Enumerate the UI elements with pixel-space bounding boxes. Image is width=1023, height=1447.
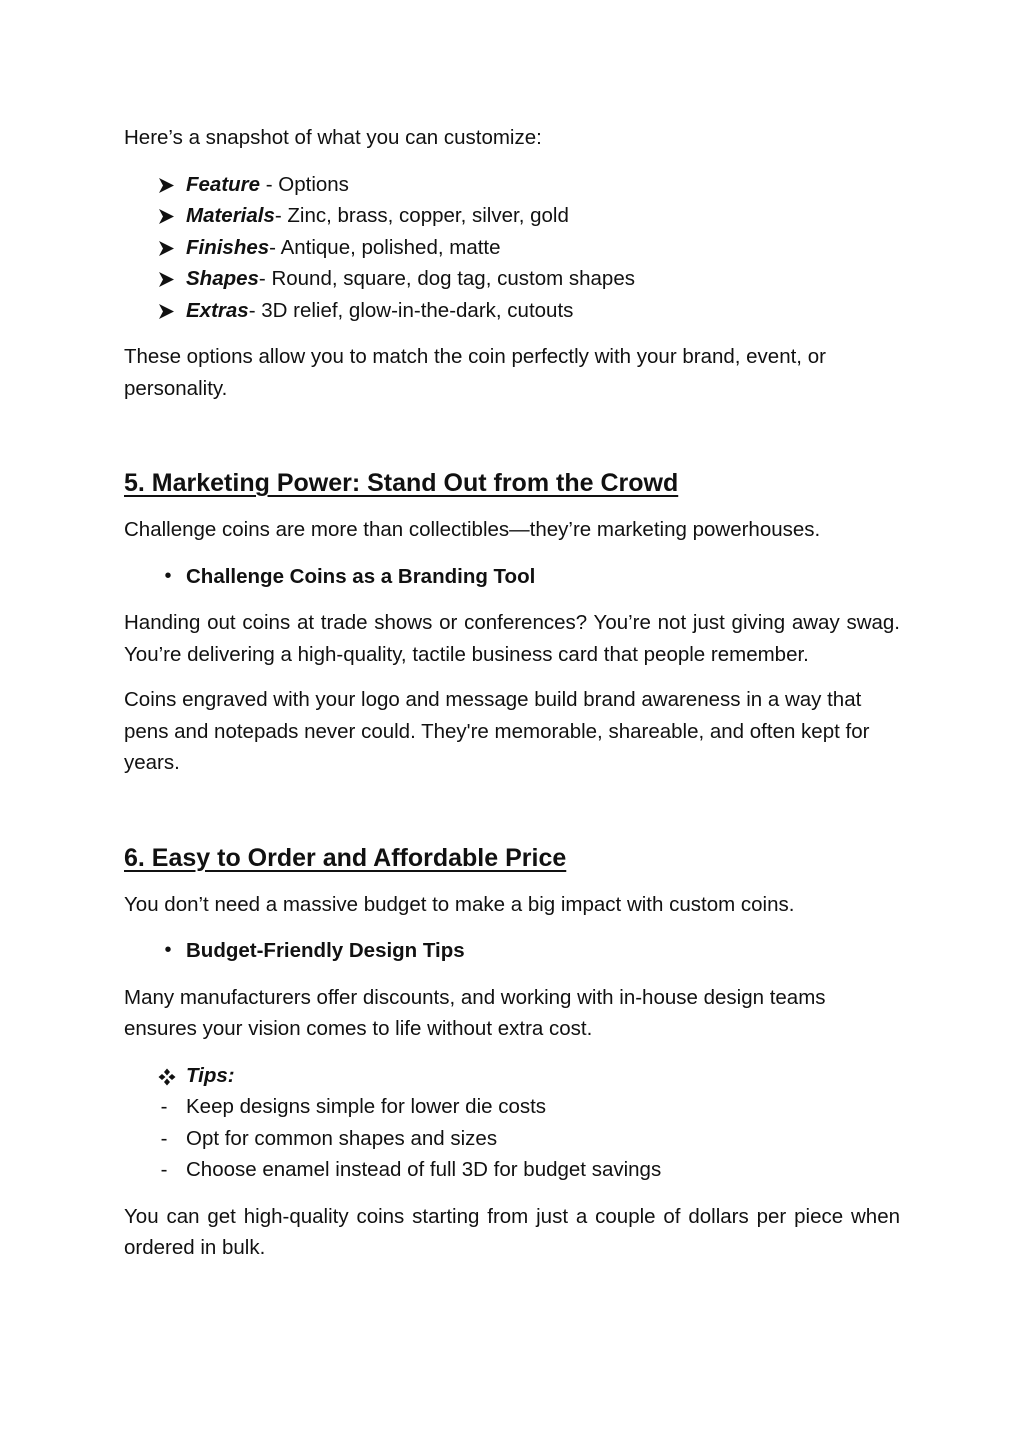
section-6-lead: You don’t need a massive budget to make a big impact with custom coins.	[124, 892, 795, 916]
section-6-heading: 6. Easy to Order and Affordable Price	[124, 843, 567, 872]
tips-list	[124, 1091, 900, 1186]
list-item	[124, 1060, 900, 1092]
tip-text: Keep designs simple for lower die costs	[186, 1095, 547, 1118]
tip-text: Choose enamel instead of full 3D for budget savings	[186, 1158, 662, 1181]
item-term: Finishes	[186, 235, 270, 259]
list-item	[124, 232, 900, 264]
list-item	[124, 263, 900, 295]
list-item	[124, 1123, 900, 1155]
list-item	[124, 169, 900, 201]
list-item	[124, 1154, 900, 1186]
document-page	[124, 122, 900, 1264]
item-term: Feature	[186, 172, 261, 196]
list-item	[124, 1091, 900, 1123]
bullet-label: Challenge Coins as a Branding Tool	[186, 564, 536, 588]
dash-bullet: -	[160, 1095, 168, 1118]
section-5-heading: 5. Marketing Power: Stand Out from the Crowd	[124, 469, 679, 497]
bullet-label: Budget-Friendly Design Tips	[186, 939, 465, 962]
list-item	[124, 935, 900, 967]
list-item	[124, 561, 900, 593]
bullet-dot-icon: •	[164, 939, 172, 961]
section-6-closing: You can get high-quality coins starting from just a couple of dollars per piece when ordered in bulk.	[124, 1204, 900, 1259]
item-description: - Antique, polished, matte	[269, 235, 501, 259]
item-term: Shapes	[186, 267, 259, 290]
item-description: - Zinc, brass, copper, silver, gold	[274, 204, 569, 227]
section-5-paragraph: Handing out coins at trade shows or conferences? You’re not just giving away swag. You’re delivering a high-quality, tactile business card that people remember.	[124, 611, 900, 666]
item-term: Extras	[186, 298, 249, 322]
item-term: Materials	[186, 204, 275, 227]
list-item	[124, 295, 900, 327]
tips-header	[124, 1060, 900, 1092]
customize-list	[124, 169, 900, 327]
section-6-bullet-list	[124, 935, 900, 967]
section-5-bullet-list	[124, 561, 900, 593]
bullet-dot-icon: •	[164, 564, 172, 587]
dash-bullet: -	[160, 1126, 168, 1150]
tips-label: Tips:	[186, 1063, 235, 1087]
options-summary: These options allow you to match the coin perfectly with your brand, event, or personality.	[124, 345, 826, 400]
section-5-paragraph: Coins engraved with your logo and message build brand awareness in a way that pens and notepads never could. They're memorable, shareable, and often kept for years.	[124, 688, 870, 774]
intro-text: Here’s a snapshot of what you can customize:	[124, 126, 542, 149]
dash-bullet: -	[160, 1158, 168, 1181]
item-description: - 3D relief, glow-in-the-dark, cutouts	[248, 298, 574, 322]
list-item	[124, 200, 900, 232]
item-description: - Options	[260, 172, 349, 196]
section-5-lead: Challenge coins are more than collectibles—they’re marketing powerhouses.	[124, 518, 821, 541]
tip-text: Opt for common shapes and sizes	[186, 1126, 498, 1150]
section-6-paragraph: Many manufacturers offer discounts, and working with in-house design teams ensures your vision comes to life without extra cost.	[124, 985, 826, 1040]
item-description: - Round, square, dog tag, custom shapes	[258, 267, 635, 290]
